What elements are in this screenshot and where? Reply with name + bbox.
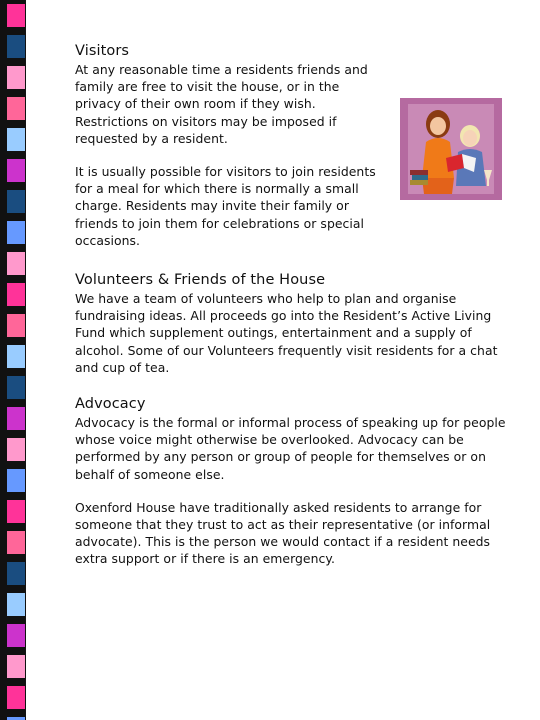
decorative-stripe	[0, 0, 26, 720]
volunteers-heading: Volunteers & Friends of the House	[75, 272, 326, 289]
stripe-block	[7, 655, 25, 678]
stripe-block	[7, 283, 25, 306]
stripe-block	[7, 469, 25, 492]
stripe-block	[7, 4, 25, 27]
stripe-block	[7, 66, 25, 89]
stripe-block	[7, 624, 25, 647]
volunteers-paragraph: We have a team of volunteers who help to plan and organise fundraising ideas. All proceeds go into the Resident’s Active Living Fund which supplement outings, entertainment and a supply of alcohol. Some of our Volunteers frequently visit residents for a chat and cup of tea.	[75, 291, 498, 375]
stripe-block	[7, 593, 25, 616]
stripe-block	[7, 314, 25, 337]
advocacy-heading: Advocacy	[75, 396, 146, 413]
stripe-block	[7, 221, 25, 244]
visitors-paragraph-2: It is usually possible for visitors to join residents for a meal for which there is normally a small charge. Residents may invite their family or friends to join them for celebrations or special occasions.	[75, 164, 376, 248]
document-body	[75, 42, 515, 568]
visitors-heading: Visitors	[75, 43, 130, 59]
stripe-block	[7, 531, 25, 554]
visitors-paragraph-1: At any reasonable time a residents friends and family are free to visit the house, or in the privacy of their own room if they wish. Restrictions on visitors may be imposed if requested by a resident.	[75, 62, 368, 146]
stripe-block	[7, 376, 25, 399]
stripe-block	[7, 97, 25, 120]
stripe-block	[7, 190, 25, 213]
advocacy-paragraph-2: Oxenford House have traditionally asked residents to arrange for someone that they trust to act as their representative (or informal advocate). This is the person we would contact if a resident needs extra support or if there is an emergency.	[75, 499, 491, 567]
stripe-block	[7, 562, 25, 585]
stripe-block	[7, 438, 25, 461]
stripe-block	[7, 128, 25, 151]
stripe-block	[7, 35, 25, 58]
stripe-block	[7, 345, 25, 368]
stripe-block	[7, 500, 25, 523]
stripe-block	[7, 407, 25, 430]
stripe-block	[7, 159, 25, 182]
advocacy-paragraph-1: Advocacy is the formal or informal process of speaking up for people whose voice might otherwise be overlooked. Advocacy can be performed by any person or group of people for themselves or on behalf of someone else.	[75, 415, 506, 482]
stripe-block	[7, 686, 25, 709]
stripe-block	[7, 252, 25, 275]
